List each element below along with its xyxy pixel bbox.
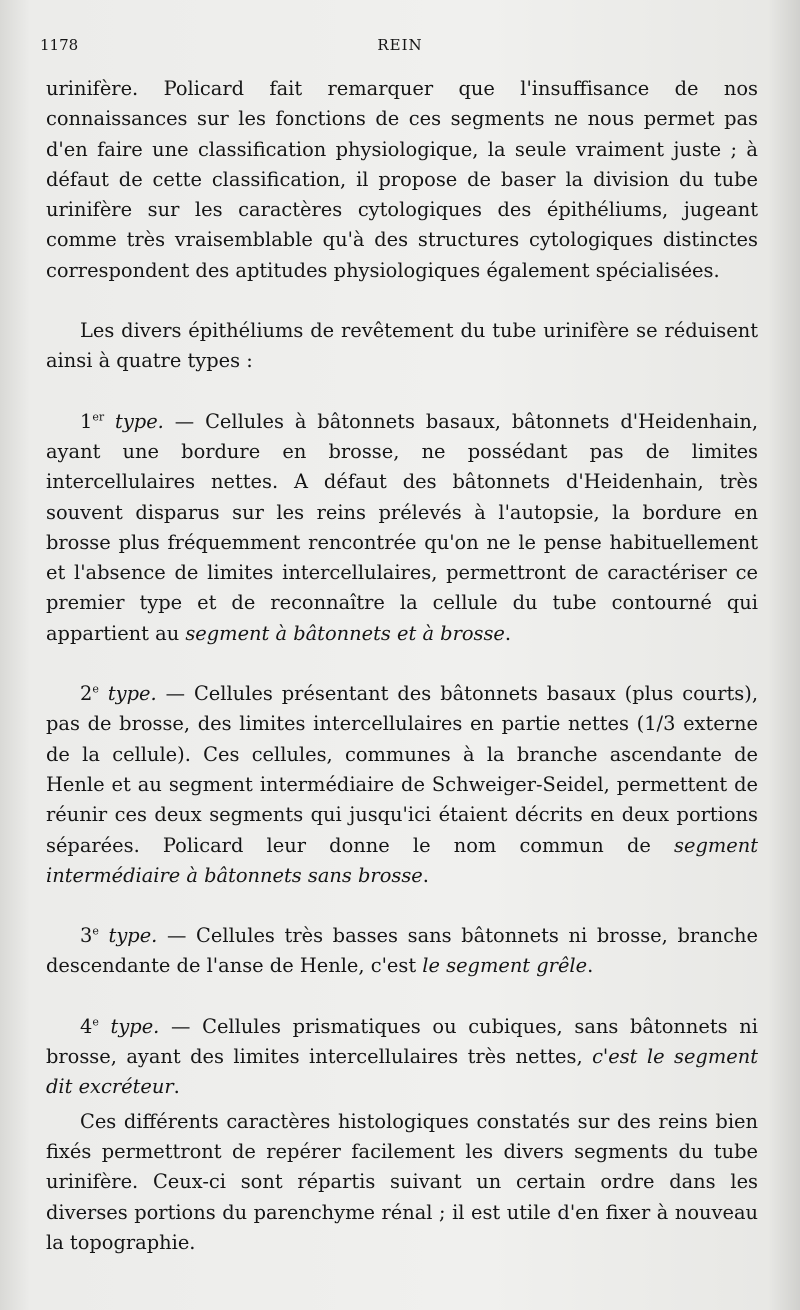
type-4-text: — Cellules prismatiques ou cubiques, sans bâtonnets ni brosse, ayant des limites intercellulaires très nettes, [46,1014,758,1069]
type-4-number: 4 [80,1014,93,1038]
type-4-ordinal: e [92,1015,99,1029]
type-2-label: type. [107,682,157,706]
paragraph-intro: urinifère. Policard fait remarquer que l'insuffisance de nos connaissances sur les fonctions de ces segments ne nous permet pas d'en faire une classification physiologique, la seule vraiment juste ; à défaut de cette classification, il propose de baser la division du tube urinifère sur les caractères cytologiques des épithéliums, jugeant comme très vraisemblable qu'à des structures cytologiques distinctes correspondent des aptitudes physiologiques également spécialisées. [46,77,758,282]
type-3-emphasis: le segment grêle [422,954,588,978]
page-body [46,74,758,1258]
type-2-emphasis: segment intermédiaire à bâtonnets sans brosse [46,833,758,887]
type-2-text: — Cellules présentant des bâtonnets basaux (plus courts), pas de brosse, des limites intercellulaires en partie nettes (1/3 externe de la cellule). Ces cellules, communes à la branche ascendante de Henle et au segment intermédiaire de Schweiger-Seidel, permettent de réunir ces deux segments qui jusqu'ici étaient décrits en deux portions séparées. Policard leur donne le nom commun de [46,682,758,857]
type-2-paragraph [46,679,758,891]
type-3-paragraph [46,921,758,982]
type-1-number: 1 [80,409,93,433]
type-4-paragraph [46,1012,758,1103]
page-header [40,36,760,60]
type-4-end: . [173,1075,180,1099]
paragraph-types-intro: Les divers épithéliums de revêtement du tube urinifère se réduisent ainsi à quatre types : [46,319,758,373]
type-1-text: — Cellules à bâtonnets basaux, bâtonnets d'Heidenhain, ayant une bordure en brosse, ne possédant pas de limites intercellulaires nettes. A défaut des bâtonnets d'Heidenhain, très souvent disparus sur les reins prélevés à l'autopsie, la bordure en brosse plus fréquemment rencontrée qu'on ne le pense habituellement et l'absence de limites intercellulaires, permettront de caractériser ce premier type et de reconnaître la cellule du tube contourné qui appartient au [46,409,758,645]
paragraph-conclusion: Ces différents caractères histologiques constatés sur des reins bien fixés permettront de repérer facilement les divers segments du tube urinifère. Ceux-ci sont répartis suivant un certain ordre dans les diverses portions du parenchyme rénal ; il est utile d'en fixer à nouveau la topographie. [46,1109,758,1254]
type-2-ordinal: e [92,682,99,696]
type-1-emphasis: segment à bâtonnets et à brosse [185,621,505,645]
type-3-ordinal: e [92,924,99,938]
type-1-paragraph [46,407,758,649]
type-3-label: type. [108,924,158,948]
type-1-end: . [504,621,512,645]
type-4-label: type. [110,1014,160,1038]
type-2-end: . [422,863,429,887]
type-1-label: type. [115,409,164,433]
type-2-number: 2 [80,682,93,706]
type-3-number: 3 [80,924,93,948]
type-3-text: — Cellules très basses sans bâtonnets ni brosse, branche descendante de l'anse de Henle, c'est [46,924,758,978]
type-4-emphasis: c'est le segment dit excréteur [46,1045,758,1099]
running-title: REIN [377,36,423,54]
type-1-ordinal: er [92,410,105,424]
page-number: 1178 [40,36,79,54]
type-3-end: . [587,954,594,978]
